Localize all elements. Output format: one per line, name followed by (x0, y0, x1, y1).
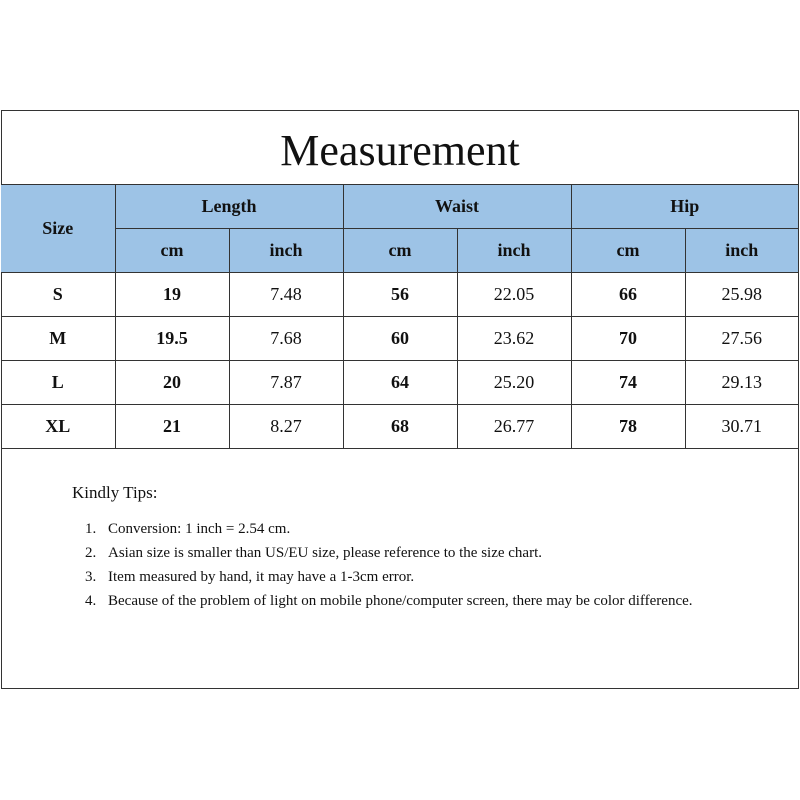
group-header-hip: Hip (571, 185, 798, 229)
value-cell: 78 (571, 405, 685, 449)
value-cell: 7.68 (229, 317, 343, 361)
value-cell: 19 (115, 273, 229, 317)
header-row-groups (1, 185, 798, 229)
size-header: Size (1, 185, 115, 273)
value-cell: 20 (115, 361, 229, 405)
tip-item: 1. Conversion: 1 inch = 2.54 cm. (100, 517, 708, 541)
value-cell: 25.20 (457, 361, 571, 405)
size-cell: L (1, 361, 115, 405)
unit-header: cm (115, 229, 229, 273)
group-header-length: Length (115, 185, 343, 229)
value-cell: 27.56 (685, 317, 798, 361)
size-cell: M (1, 317, 115, 361)
value-cell: 74 (571, 361, 685, 405)
value-cell: 7.87 (229, 361, 343, 405)
value-cell: 8.27 (229, 405, 343, 449)
page-title: Measurement (2, 111, 798, 185)
value-cell: 29.13 (685, 361, 798, 405)
value-cell: 26.77 (457, 405, 571, 449)
tip-item: 2. Asian size is smaller than US/EU size, please reference to the size chart. (100, 541, 708, 565)
size-cell: XL (1, 405, 115, 449)
value-cell: 60 (343, 317, 457, 361)
value-cell: 23.62 (457, 317, 571, 361)
tips-list (72, 517, 708, 613)
size-cell: S (1, 273, 115, 317)
value-cell: 25.98 (685, 273, 798, 317)
value-cell: 66 (571, 273, 685, 317)
header-row-units (1, 229, 798, 273)
value-cell: 64 (343, 361, 457, 405)
value-cell: 22.05 (457, 273, 571, 317)
table-row (1, 361, 798, 405)
unit-header: inch (229, 229, 343, 273)
tip-item: 3. Item measured by hand, it may have a 1-3cm error. (100, 565, 708, 589)
unit-header: inch (457, 229, 571, 273)
value-cell: 21 (115, 405, 229, 449)
value-cell: 68 (343, 405, 457, 449)
measurement-table (1, 185, 798, 449)
kindly-tips (72, 483, 708, 613)
tip-item: 4. Because of the problem of light on mobile phone/computer screen, there may be color difference. (100, 589, 708, 613)
table-row (1, 273, 798, 317)
value-cell: 56 (343, 273, 457, 317)
value-cell: 70 (571, 317, 685, 361)
value-cell: 30.71 (685, 405, 798, 449)
value-cell: 7.48 (229, 273, 343, 317)
unit-header: cm (571, 229, 685, 273)
unit-header: inch (685, 229, 798, 273)
group-header-waist: Waist (343, 185, 571, 229)
unit-header: cm (343, 229, 457, 273)
tips-heading: Kindly Tips: (72, 483, 158, 502)
table-row (1, 317, 798, 361)
value-cell: 19.5 (115, 317, 229, 361)
table-row (1, 405, 798, 449)
